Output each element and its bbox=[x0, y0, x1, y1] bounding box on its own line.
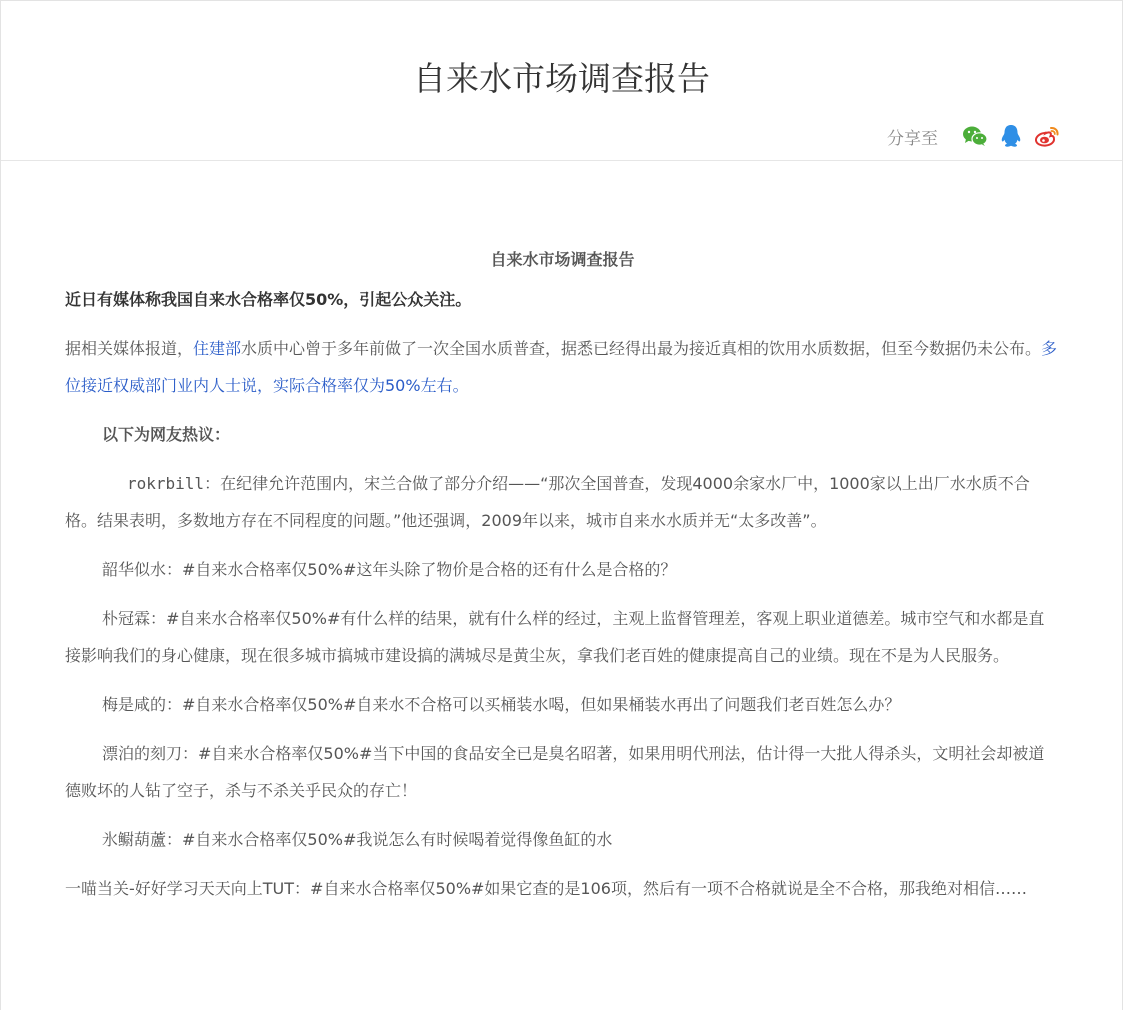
page-title: 自来水市场调查报告 bbox=[413, 59, 710, 98]
qq-icon bbox=[1000, 124, 1022, 148]
article-title: 自来水市场调查报告 bbox=[490, 250, 635, 269]
comment-item bbox=[65, 600, 1060, 674]
comment-text: ：#自来水合格率仅50%#当下中国的食品安全已是臭名昭著，如果用明代刑法，估计得一大批人得杀头，文明社会却被道德败坏的人钻了空子，杀与不杀关乎民众的存亡！ bbox=[65, 744, 1045, 800]
comment-item bbox=[65, 870, 1060, 907]
share-label: 分享至 bbox=[887, 128, 938, 149]
comment-item bbox=[65, 821, 1060, 858]
comment-item bbox=[65, 686, 1060, 723]
comment-user: 漂泊的刻刀 bbox=[102, 744, 183, 763]
wechat-icon bbox=[962, 125, 988, 147]
comment-user: 梅是咸的 bbox=[102, 695, 167, 714]
discussion-heading: 以下为网友热议： bbox=[102, 425, 231, 444]
paragraph-text: 水质中心曾于多年前做了一次全国水质普查，据悉已经得出最为接近真相的饮用水质数据，但至今数据仍未公布。 bbox=[241, 339, 1042, 358]
comment-text: ：#自来水合格率仅50%#自来水不合格可以买桶装水喝，但如果桶装水再出了问题我们老百姓怎么办？ bbox=[166, 695, 901, 714]
link-ministry[interactable]: 住建部 bbox=[193, 339, 242, 358]
comment-text: ：#自来水合格率仅50%#这年头除了物价是合格的还有什么是合格的？ bbox=[166, 560, 677, 579]
article-lead: 近日有媒体称我国自来水合格率仅50%，引起公众关注。 bbox=[65, 290, 472, 309]
comment-text: ：#自来水合格率仅50%#我说怎么有时候喝着觉得像鱼缸的水 bbox=[166, 830, 613, 849]
comment-user: rokrbill bbox=[127, 474, 205, 493]
weibo-icon bbox=[1034, 125, 1060, 147]
link-insider-quote[interactable]: 多位接近权威部门业内人士说，实际合格率仅为50%左右。 bbox=[65, 339, 1058, 395]
share-bar bbox=[887, 123, 1060, 149]
article-paragraph bbox=[65, 330, 1060, 404]
comment-text: ：#自来水合格率仅50%#有什么样的结果，就有什么样的经过，主观上监督管理差，客观上职业道德差。城市空气和水都是直接影响我们的身心健康，现在很多城市搞城市建设搞的满城尽是黄尘灰，拿我们老百姓的健康提高自己的业绩。现在不是为人民服务。 bbox=[65, 609, 1045, 665]
comment-user: 朴冠霖 bbox=[102, 609, 151, 628]
paragraph-text: 据相关媒体报道， bbox=[65, 339, 194, 358]
comment-text: ：在纪律允许范围内，宋兰合做了部分介绍——“那次全国普查，发现4000余家水厂中，1000家以上出厂水水质不合格。结果表明，多数地方存在不同程度的问题。”他还强调，2009年以来，城市自来水水质并无“太多改善”。 bbox=[65, 474, 1030, 530]
page-header bbox=[1, 1, 1122, 161]
comment-user: 一喵当关-好好学习天天向上TUT bbox=[65, 879, 295, 898]
article-body bbox=[65, 241, 1060, 919]
wechat-share-button[interactable] bbox=[962, 123, 988, 149]
comment-text: ：#自来水合格率仅50%#如果它查的是106项，然后有一项不合格就说是全不合格，那我绝对相信…… bbox=[294, 879, 1027, 898]
comment-user: 韶华似水 bbox=[102, 560, 167, 579]
weibo-share-button[interactable] bbox=[1034, 123, 1060, 149]
comment-user: 氷鳚葫蘆 bbox=[102, 830, 167, 849]
comment-item bbox=[65, 735, 1060, 809]
comment-item bbox=[65, 551, 1060, 588]
qq-share-button[interactable] bbox=[998, 123, 1024, 149]
comment-item bbox=[65, 465, 1060, 539]
